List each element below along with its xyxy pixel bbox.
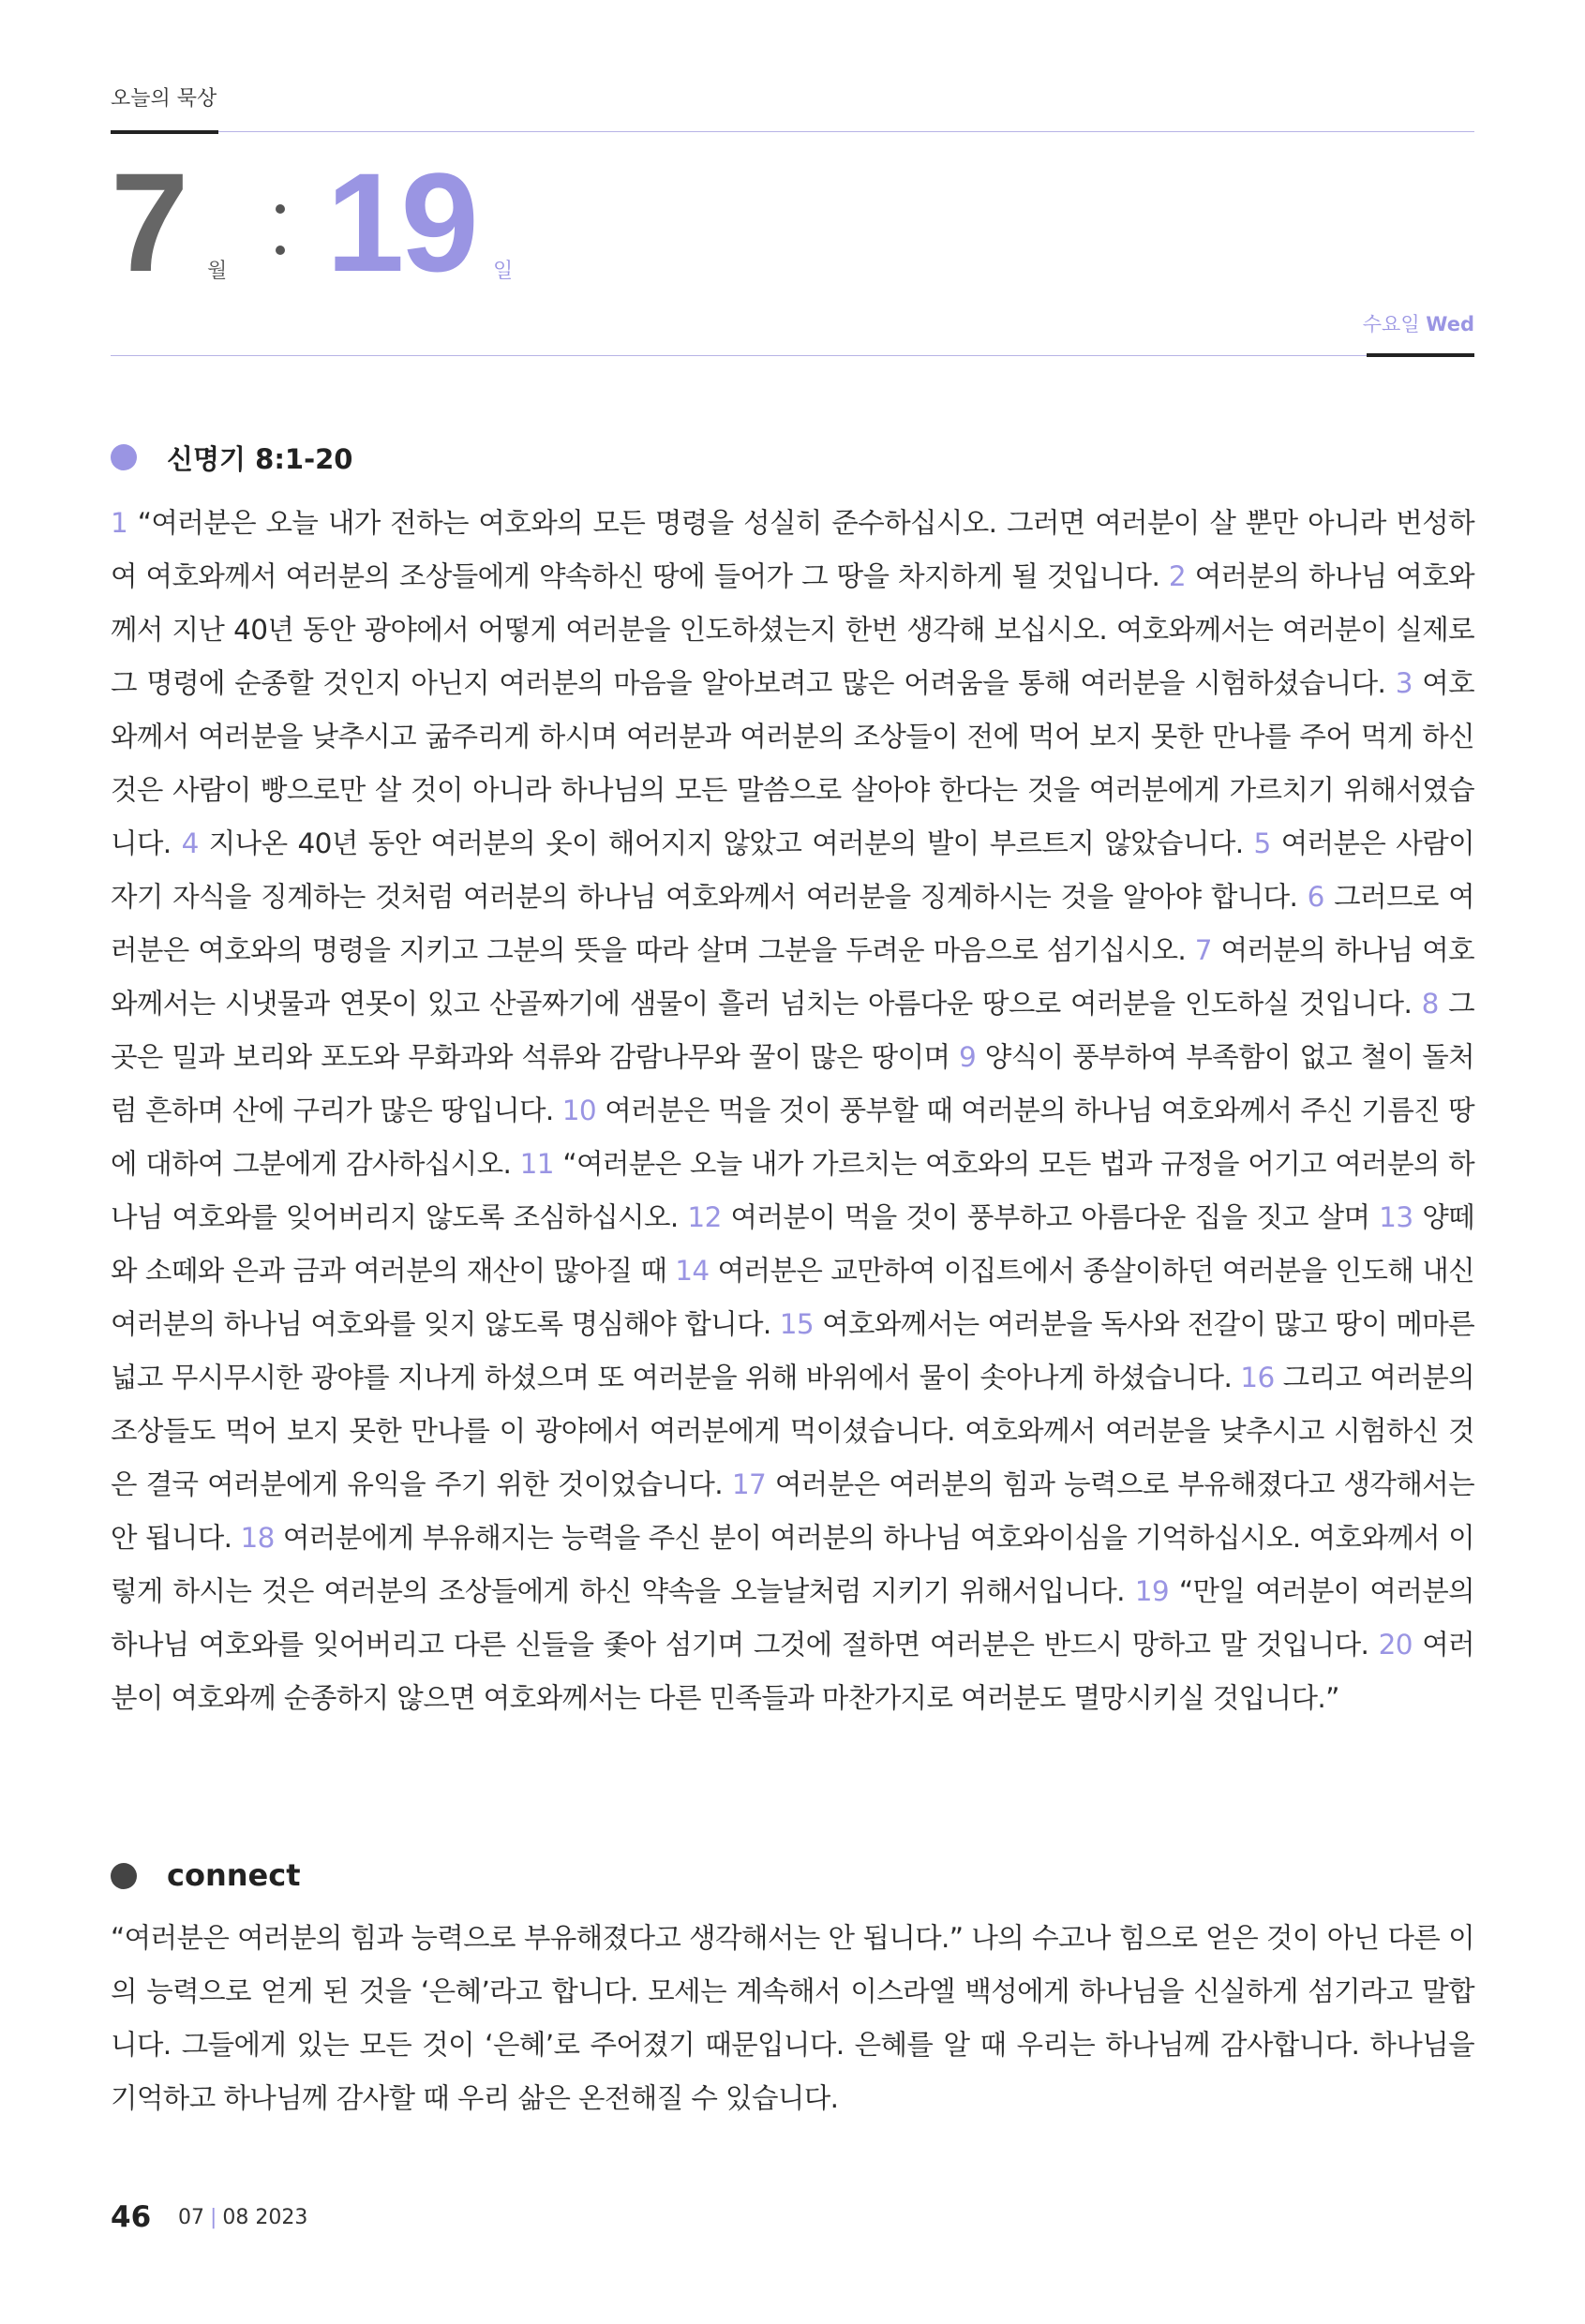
verse-text: 그리고 여러분의 조상들도 먹어 보지 못한 만나를 이 광야에서 여러분에게 먹이셨습니다. 여호와께서 여러분을 낮추시고 시험하신 것은 결국 여러분에게 유익을 주기 위한 것이었습니다. — [111, 1362, 1474, 1500]
verse-number: 16 — [1240, 1362, 1275, 1393]
scripture-bullet-icon — [111, 444, 137, 470]
section-label: 오늘의 묵상 — [111, 87, 217, 111]
verse-number: 9 — [959, 1041, 977, 1073]
issue-month: 07 — [178, 2206, 204, 2229]
header-rule — [218, 131, 1474, 132]
scripture-reference: 신명기 8:1-20 — [167, 443, 353, 475]
verse-text: “만일 여러분이 여러분의 하나님 여호와를 잊어버리고 다른 신들을 좇아 섬기며 그것에 절하면 여러분은 반드시 망하고 말 것입니다. — [111, 1575, 1475, 1661]
verse-number: 1 — [111, 507, 128, 539]
verse-text: 여러분의 하나님 여호와께서는 시냇물과 연못이 있고 산골짜기에 샘물이 흘러 넘치는 아름다운 땅으로 여러분을 인도하실 것입니다. — [111, 934, 1474, 1020]
date-colon-dot — [276, 204, 285, 214]
verse-text: 여러분이 먹을 것이 풍부하고 아름다운 집을 짓고 살며 — [730, 1201, 1370, 1233]
verse-text: 여러분은 먹을 것이 풍부할 때 여러분의 하나님 여호와께서 주신 기름진 땅에 대하여 그분에게 감사하십시오. — [111, 1095, 1474, 1180]
verse-number: 8 — [1421, 988, 1439, 1020]
verse-text: 그 곳은 밀과 보리와 포도와 무화과와 석류와 감람나무와 꿀이 많은 땅이며 — [111, 988, 1474, 1073]
verse-number: 17 — [731, 1468, 767, 1500]
verse-text: 여러분은 교만하여 이집트에서 종살이하던 여러분을 인도해 내신 여러분의 하나님 여호와를 잊지 않도록 명심해야 합니다. — [111, 1255, 1475, 1340]
verse-number: 18 — [240, 1522, 275, 1554]
verse-number: 20 — [1378, 1629, 1413, 1661]
verse-text: 여러분의 하나님 여호와께서 지난 40년 동안 광야에서 어떻게 여러분을 인도하셨는지 한번 생각해 보십시오. 여호와께서는 여러분이 실제로 그 명령에 순종할 것인지 아닌지 여러분의 마음을 알아보려고 많은 어려움을 통해 여러분을 시험하셨습니다. — [111, 560, 1474, 699]
connect-text: “여러분은 여러분의 힘과 능력으로 부유해졌다고 생각해서는 안 됩니다.” 나의 수고나 힘으로 얻은 것이 아닌 다른 이의 능력으로 얻게 된 것을 ‘은혜’라고 합니다. 모세는 계속해서 이스라엘 백성에게 하나님을 신실하게 섬기라고 말합니다. 그들에게 있는 모든 것이 ‘은혜’로 주어졌기 때문입니다. 은혜를 알 때 우리는 하나님께 감사합니다. 하나님을 기억하고 하나님께 감사할 때 우리 삶은 온전해질 수 있습니다. — [111, 1922, 1474, 2114]
verse-text: 양떼와 소떼와 은과 금과 여러분의 재산이 많아질 때 — [111, 1201, 1475, 1287]
verse-number: 11 — [519, 1148, 554, 1180]
verse-text: 여러분은 여러분의 힘과 능력으로 부유해졌다고 생각해서는 안 됩니다. — [111, 1468, 1475, 1554]
date-month: 7 — [111, 143, 186, 301]
verse-text: 여러분은 사람이 자기 자식을 징계하는 것처럼 여러분의 하나님 여호와께서 여러분을 징계하시는 것을 알아야 합니다. — [111, 827, 1474, 913]
verse-number: 3 — [1395, 667, 1413, 699]
issue-separator: | — [210, 2206, 217, 2229]
weekday — [1363, 309, 1474, 337]
verse-number: 4 — [181, 827, 199, 859]
verse-number: 15 — [779, 1308, 815, 1340]
date-rule-accent — [1367, 353, 1474, 357]
verse-number: 19 — [1134, 1575, 1170, 1607]
verse-number: 6 — [1307, 881, 1324, 913]
verse-number: 5 — [1253, 827, 1271, 859]
verse-text: 지나온 40년 동안 여러분의 옷이 해어지지 않았고 여러분의 발이 부르트지 않았습니다. — [208, 827, 1244, 859]
scripture-body — [111, 497, 1474, 1725]
verse-text: “여러분은 오늘 내가 전하는 여호와의 모든 명령을 성실히 준수하십시오. 그러면 여러분이 살 뿐만 아니라 번성하여 여호와께서 여러분의 조상들에게 약속하신 땅에 들어가 그 땅을 차지하게 될 것입니다. — [111, 507, 1474, 592]
verse-number: 13 — [1379, 1201, 1413, 1233]
connect-heading: connect — [167, 1857, 301, 1893]
verse-text: 여러분에게 부유해지는 능력을 주신 분이 여러분의 하나님 여호와이심을 기억하십시오. 여호와께서 이렇게 하시는 것은 여러분의 조상들에게 하신 약속을 오늘날처럼 지키기 위해서입니다. — [111, 1522, 1474, 1607]
date-rule — [111, 355, 1367, 356]
issue-rest: 08 2023 — [222, 2206, 308, 2229]
verse-number: 7 — [1194, 934, 1212, 966]
connect-bullet-icon — [111, 1863, 137, 1889]
date-colon-dot — [276, 246, 285, 255]
weekday-ko: 수요일 — [1362, 313, 1420, 335]
verse-text: 여호와께서는 여러분을 독사와 전갈이 많고 땅이 메마른 넓고 무시무시한 광야를 지나게 하셨으며 또 여러분을 위해 바위에서 물이 솟아나게 하셨습니다. — [111, 1308, 1474, 1393]
header-rule-accent — [111, 130, 218, 134]
verse-number: 10 — [561, 1095, 597, 1126]
weekday-en: Wed — [1426, 313, 1474, 335]
verse-text: 여러분이 여호와께 순종하지 않으면 여호와께서는 다른 민족들과 마찬가지로 여러분도 멸망시키실 것입니다.” — [111, 1629, 1475, 1714]
verse-text: 양식이 풍부하여 부족함이 없고 철이 돌처럼 흔하며 산에 구리가 많은 땅입니다. — [111, 1041, 1475, 1126]
verse-number: 2 — [1168, 560, 1187, 592]
verse-text: “여러분은 오늘 내가 가르치는 여호와의 모든 법과 규정을 어기고 여러분의 하나님 여호와를 잊어버리지 않도록 조심하십시오. — [111, 1148, 1475, 1233]
issue-info — [178, 2206, 307, 2229]
verse-text: 그러므로 여러분은 여호와의 명령을 지키고 그분의 뜻을 따라 살며 그분을 두려운 마음으로 섬기십시오. — [111, 881, 1474, 966]
date-day-unit: 일 — [493, 260, 514, 283]
verse-text: 여호와께서 여러분을 낮추시고 굶주리게 하시며 여러분과 여러분의 조상들이 전에 먹어 보지 못한 만나를 주어 먹게 하신 것은 사람이 빵으로만 살 것이 아니라 하나님의 모든 말씀으로 살아야 한다는 것을 여러분에게 가르치기 위해서였습니다. — [111, 667, 1474, 859]
page-number: 46 — [111, 2200, 152, 2234]
date-day: 19 — [326, 143, 475, 301]
verse-number: 14 — [675, 1255, 710, 1287]
verse-number: 12 — [687, 1201, 722, 1233]
date-month-unit: 월 — [207, 260, 228, 283]
